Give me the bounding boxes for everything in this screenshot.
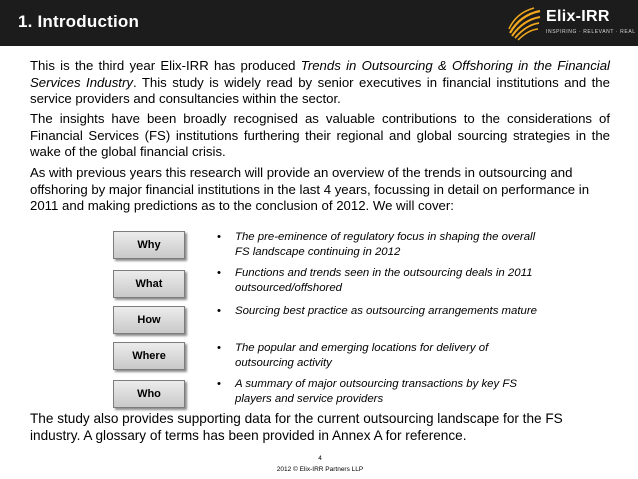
intro-p1-text-a: This is the third year Elix-IRR has produced	[30, 58, 301, 73]
topic-bullet-how	[217, 304, 547, 319]
logo-tagline: INSPIRING · RELEVANT · REAL	[546, 29, 636, 35]
topic-text-what: Functions and trends seen in the outsourcing deals in 2011 outsourced/offshored	[235, 267, 533, 294]
page-title: 1. Introduction	[18, 12, 140, 31]
report-title: Trends in Outsourcing & Offshoring in the Financial Services Industry	[30, 58, 610, 90]
bullet-icon: •	[217, 342, 221, 354]
topic-text-where: The popular and emerging locations for delivery of outsourcing activity	[235, 342, 489, 369]
bullet-icon: •	[217, 267, 221, 279]
closing-paragraph: The study also provides supporting data for the current outsourcing landscape for the FS industry. A glossary of terms has been provided in Annex A for reference.	[30, 411, 563, 443]
page-number: 4	[318, 455, 322, 462]
topic-box-why: Why	[113, 231, 185, 259]
topic-bullet-where	[217, 341, 547, 370]
bullet-icon: •	[217, 231, 221, 243]
footer-copyright: 2012 © Elix-IRR Partners LLP	[276, 466, 364, 473]
topic-box-who: Who	[113, 380, 185, 408]
logo-name: Elix-IRR	[546, 8, 610, 25]
bullet-icon: •	[217, 305, 221, 317]
topic-bullet-what	[217, 266, 547, 295]
topic-box-what: What	[113, 270, 185, 298]
company-logo	[506, 5, 636, 43]
topic-text-who: A summary of major outsourcing transactions by key FS players and service providers	[235, 378, 517, 405]
intro-paragraph-2: The insights have been broadly recognised as valuable contributions to the considerations of Financial Services (FS) institutions furthering their regional and global sourcing strategies in the wake of the global financial crisis.	[30, 111, 610, 159]
topic-bullet-why	[217, 230, 547, 259]
topic-box-where: Where	[113, 342, 185, 370]
intro-p1-text-b: . This study is widely read by senior executives in financial institutions and the service providers and consultancies within the sector.	[30, 74, 610, 106]
header-bar	[0, 0, 638, 46]
topic-text-how: Sourcing best practice as outsourcing arrangements mature	[235, 305, 538, 317]
topic-bullet-who	[217, 377, 547, 406]
bullet-icon: •	[217, 378, 221, 390]
topic-text-why: The pre-eminence of regulatory focus in shaping the overall FS landscape continuing in 2012	[235, 231, 536, 258]
intro-paragraph-1	[30, 58, 610, 108]
intro-paragraph-3: As with previous years this research will provide an overview of the trends in outsourcing and offshoring by major financial institutions in the last 4 years, focussing in detail on performance in 2011 and making predictions as to the conclusion of 2012. We will cover:	[30, 165, 590, 213]
logo-swirl-icon	[506, 7, 542, 41]
topic-box-how: How	[113, 306, 185, 334]
